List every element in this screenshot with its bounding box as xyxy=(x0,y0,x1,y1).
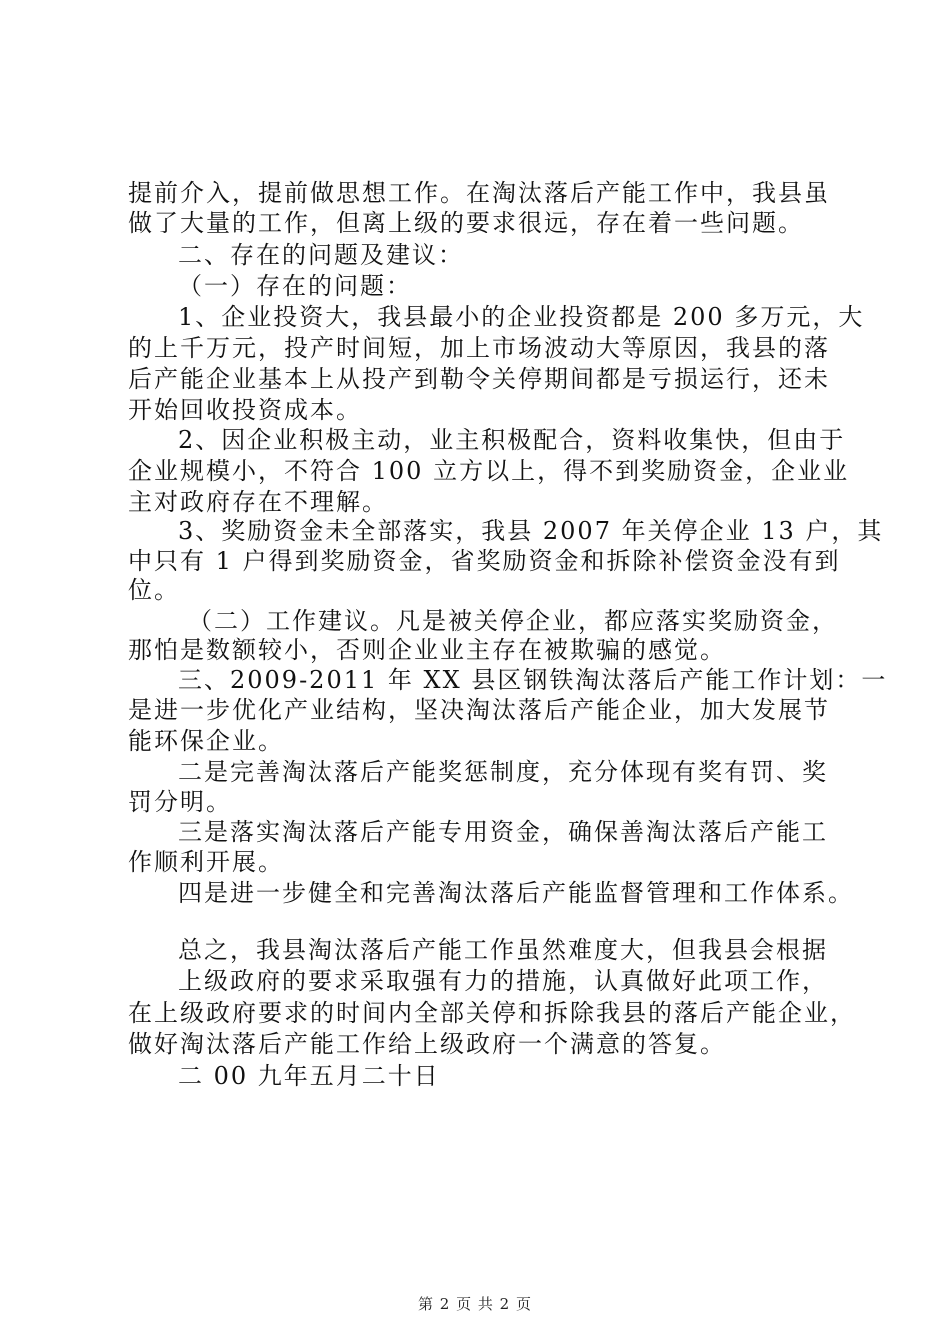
text-line: 能环保企业。 xyxy=(128,727,284,755)
text-line: 在上级政府要求的时间内全部关停和拆除我县的落后产能企业， xyxy=(128,999,856,1027)
text-line: 后产能企业基本上从投产到勒令关停期间都是亏损运行，还未 xyxy=(128,365,830,393)
text-line: 罚分明。 xyxy=(128,788,232,816)
subsection-heading: （一）存在的问题： xyxy=(178,272,412,300)
page-number-footer: 第 2 页 共 2 页 xyxy=(418,1295,532,1313)
text-line: 企业规模小，不符合 100 立方以上，得不到奖励资金，企业业 xyxy=(128,457,850,485)
text-line: 那怕是数额较小，否则企业业主存在被欺骗的感觉。 xyxy=(128,636,726,664)
text-line: 总之，我县淘汰落后产能工作虽然难度大，但我县会根据 xyxy=(178,936,828,964)
text-line: 2、因企业积极主动，业主积极配合，资料收集快，但由于 xyxy=(178,426,846,454)
text-line: 上级政府的要求采取强有力的措施，认真做好此项工作， xyxy=(178,967,828,995)
text-line: 三是落实淘汰落后产能专用资金，确保善淘汰落后产能工 xyxy=(178,818,828,846)
text-line: 作顺利开展。 xyxy=(128,848,284,876)
subsection-heading: （二）工作建议。凡是被关停企业，都应落实奖励资金， xyxy=(188,607,838,635)
section-heading: 三、2009-2011 年 XX 县区钢铁淘汰落后产能工作计划：一 xyxy=(178,666,888,694)
text-line: 的上千万元，投产时间短，加上市场波动大等原因，我县的落 xyxy=(128,334,830,362)
text-line: 1、企业投资大，我县最小的企业投资都是 200 多万元，大 xyxy=(178,303,865,331)
text-line: 主对政府存在不理解。 xyxy=(128,488,388,516)
section-heading: 二、存在的问题及建议： xyxy=(178,241,464,269)
text-line: 位。 xyxy=(128,576,180,604)
text-line: 中只有 1 户得到奖励资金，省奖励资金和拆除补偿资金没有到 xyxy=(128,547,841,575)
text-line: 做了大量的工作，但离上级的要求很远，存在着一些问题。 xyxy=(128,209,804,237)
text-line: 提前介入，提前做思想工作。在淘汰落后产能工作中，我县虽 xyxy=(128,179,830,207)
document-date: 二 00 九年五月二十日 xyxy=(178,1062,440,1090)
text-line: 开始回收投资成本。 xyxy=(128,396,362,424)
text-line: 四是进一步健全和完善淘汰落后产能监督管理和工作体系。 xyxy=(178,879,854,907)
text-line: 3、奖励资金未全部落实，我县 2007 年关停企业 13 户，其 xyxy=(178,517,884,545)
text-line: 是进一步优化产业结构，坚决淘汰落后产能企业，加大发展节 xyxy=(128,696,830,724)
text-line: 做好淘汰落后产能工作给上级政府一个满意的答复。 xyxy=(128,1030,726,1058)
text-line: 二是完善淘汰落后产能奖惩制度，充分体现有奖有罚、奖 xyxy=(178,758,828,786)
